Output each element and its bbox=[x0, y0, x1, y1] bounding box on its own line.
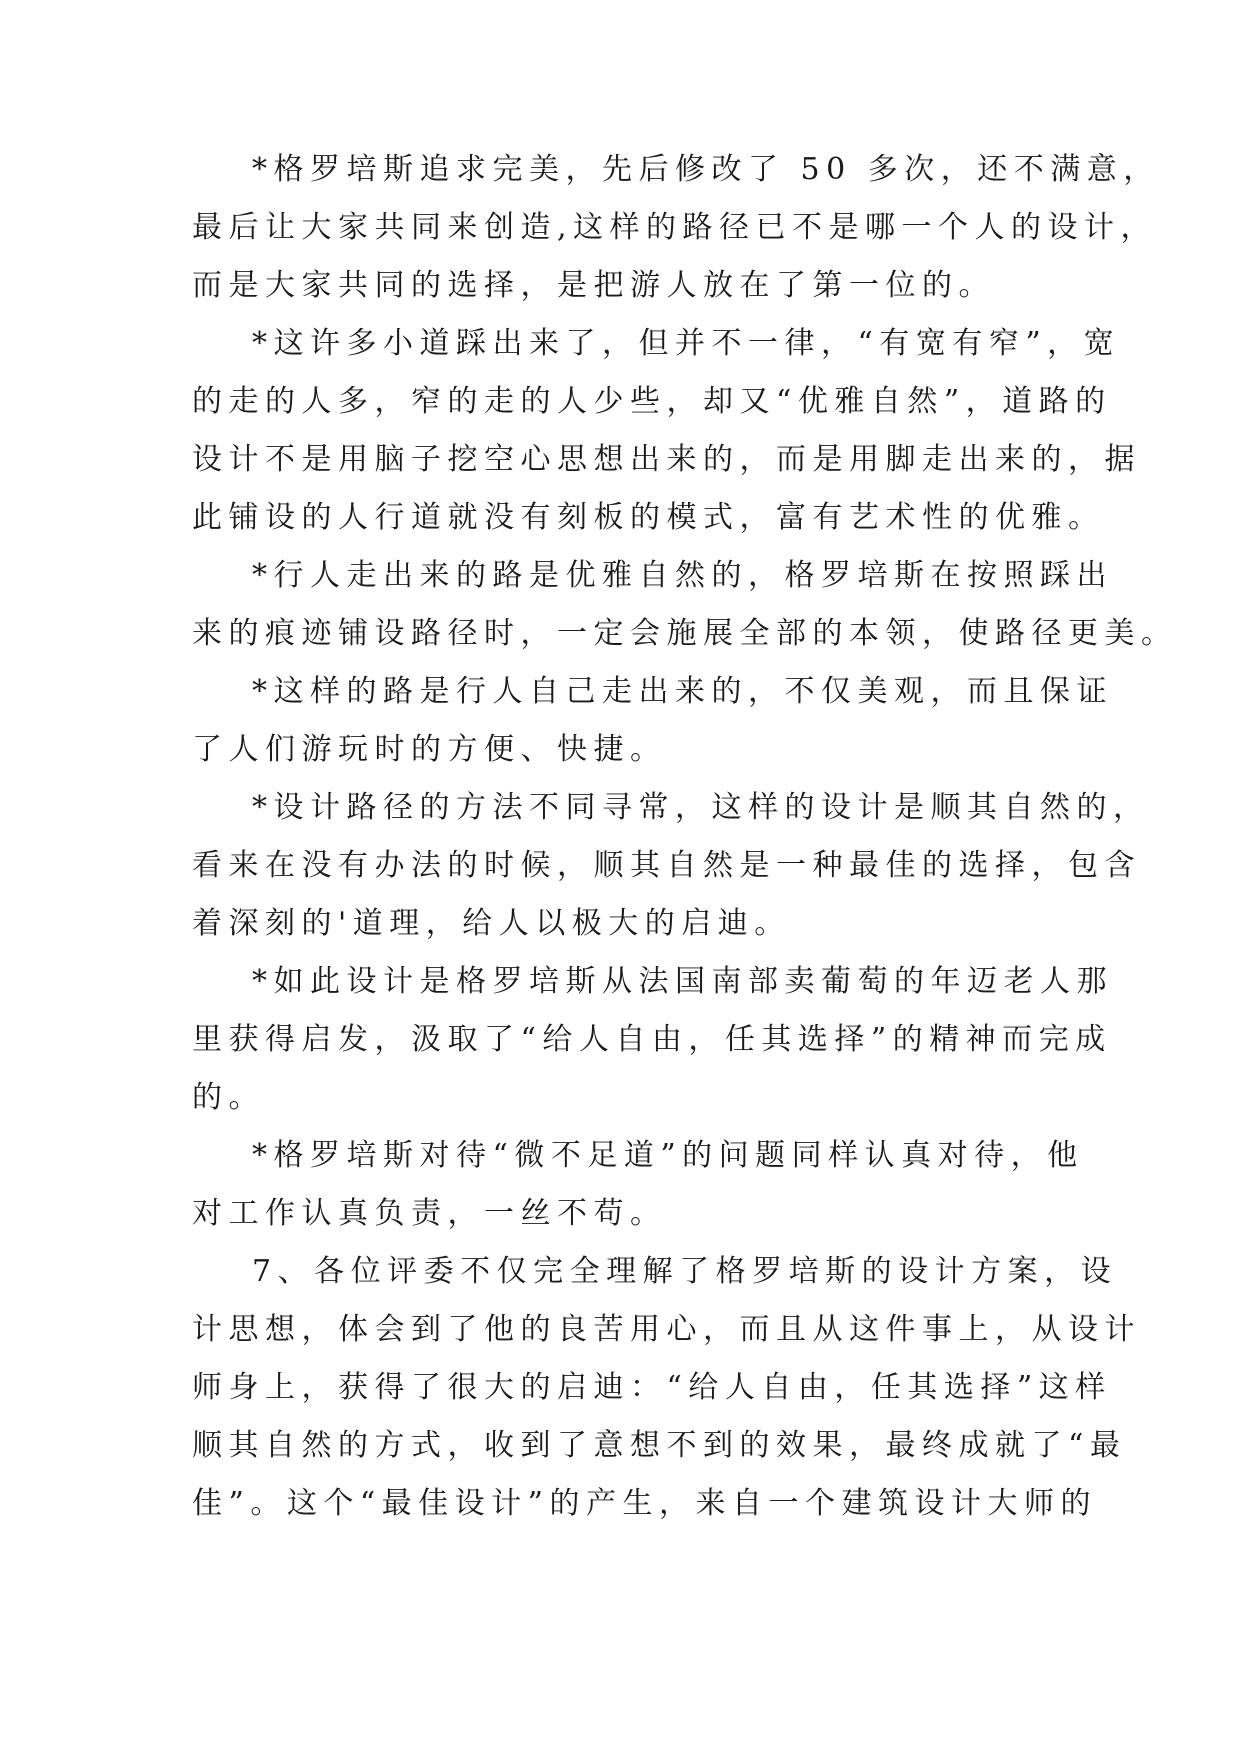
text-line: *如此设计是格罗培斯从法国南部卖葡萄的年迈老人那 bbox=[252, 964, 1113, 999]
text-line: 来的痕迹铺设路径时，一定会施展全部的本领，使路径更美。 bbox=[192, 616, 1178, 651]
text-line: 的。 bbox=[192, 1080, 265, 1115]
text-line: 对工作认真负责，一丝不苟。 bbox=[192, 1196, 667, 1231]
text-line: 顺其自然的方式，收到了意想不到的效果，最终成就了“最 bbox=[192, 1428, 1127, 1463]
text-line: *这样的路是行人自己走出来的，不仅美观，而且保证 bbox=[252, 674, 1113, 709]
text-line: 里获得启发，汲取了“给人自由，任其选择”的精神而完成 bbox=[192, 1022, 1112, 1057]
text-line: 师身上，获得了很大的启迪：“给人自由，任其选择”这样 bbox=[192, 1370, 1112, 1405]
text-line: 佳”。这个“最佳设计”的产生，来自一个建筑设计大师的 bbox=[192, 1486, 1098, 1521]
text-line: 计思想，体会到了他的良苦用心，而且从这件事上，从设计 bbox=[192, 1312, 1141, 1347]
text-line: 的走的人多，窄的走的人少些，却又“优雅自然”，道路的 bbox=[192, 384, 1112, 419]
text-line: 此铺设的人行道就没有刻板的模式，富有艺术性的优雅。 bbox=[192, 500, 1105, 535]
text-line: 着深刻的'道理，给人以极大的启迪。 bbox=[192, 906, 791, 941]
text-line: *格罗培斯对待“微不足道”的问题同样认真对待，他 bbox=[252, 1138, 1084, 1173]
text-line: 7、各位评委不仅完全理解了格罗培斯的设计方案，设 bbox=[252, 1254, 1118, 1289]
text-line: *这许多小道踩出来了，但并不一律，“有宽有窄”，宽 bbox=[252, 326, 1121, 361]
text-line: 看来在没有办法的时候，顺其自然是一种最佳的选择，包含 bbox=[192, 848, 1141, 883]
text-line: *行人走出来的路是优雅自然的，格罗培斯在按照踩出 bbox=[252, 558, 1113, 593]
text-line: *格罗培斯追求完美，先后修改了 50 多次，还不满意， bbox=[252, 152, 1160, 187]
text-line: 了人们游玩时的方便、快捷。 bbox=[192, 732, 667, 767]
text-line: 最后让大家共同来创造,这样的路径已不是哪一个人的设计， bbox=[192, 210, 1158, 245]
text-line: *设计路径的方法不同寻常，这样的设计是顺其自然的， bbox=[252, 790, 1150, 825]
text-line: 而是大家共同的选择，是把游人放在了第一位的。 bbox=[192, 268, 995, 303]
text-line: 设计不是用脑子挖空心思想出来的，而是用脚走出来的，据 bbox=[192, 442, 1141, 477]
